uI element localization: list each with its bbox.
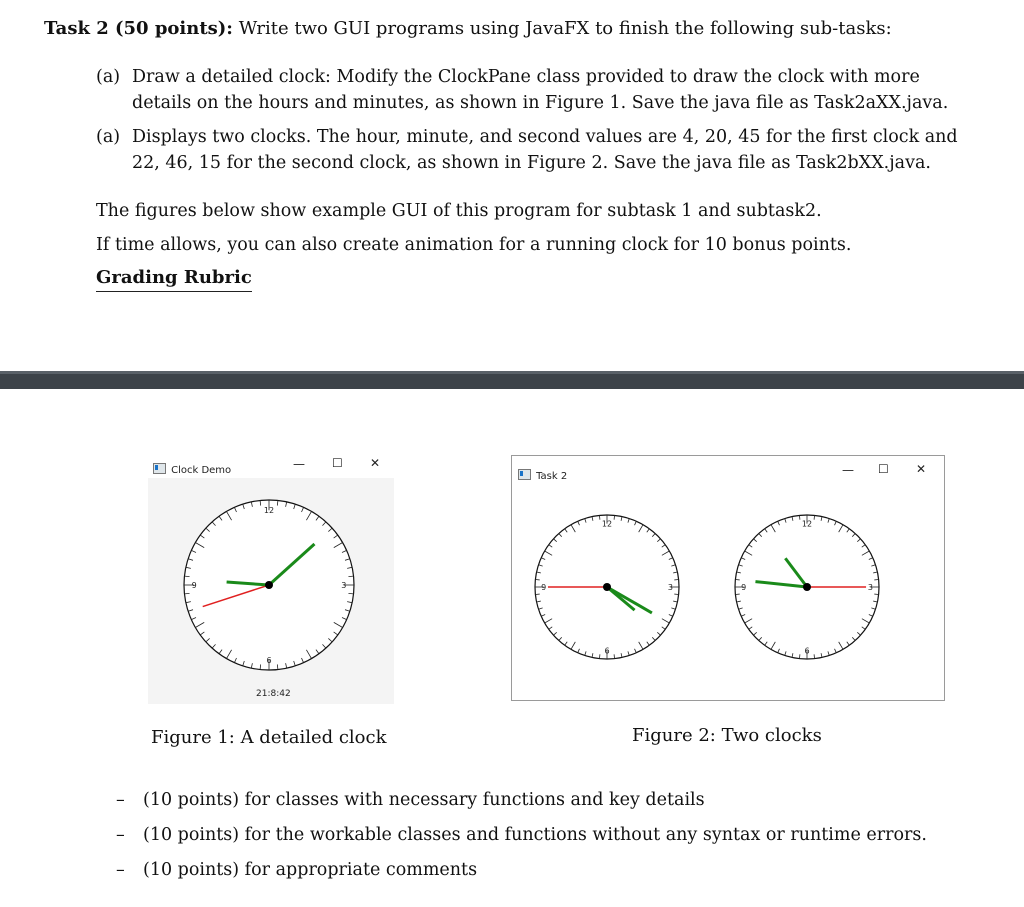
- clock-number: 6: [266, 655, 272, 665]
- clock-number: 12: [801, 519, 813, 529]
- clock-number: 9: [741, 583, 747, 592]
- figure1-clock: [148, 478, 394, 704]
- close-button[interactable]: ✕: [916, 462, 927, 476]
- rubric-item-2: (10 points) for the workable classes and functions without any syntax or runtime errors.: [143, 825, 927, 845]
- close-button[interactable]: ✕: [370, 456, 381, 470]
- item-1-line2: details on the hours and minutes, as shown in Figure 1. Save the java file as Task2aXX.java.: [132, 93, 949, 113]
- clock-number: 3: [867, 583, 873, 592]
- clock-number: 6: [804, 646, 810, 656]
- clock-number: 3: [667, 583, 673, 592]
- rubric-dash-3: –: [116, 860, 125, 880]
- figure1-titlebar: [153, 458, 231, 477]
- app-icon: [518, 469, 531, 480]
- task-heading: [44, 17, 892, 41]
- clock-number: 9: [191, 581, 197, 590]
- rubric-dash-2: –: [116, 825, 125, 845]
- clock-number: 6: [604, 646, 610, 656]
- center-pin: [265, 581, 273, 589]
- tick-mark: [348, 593, 353, 594]
- rubric-heading: Grading Rubric: [96, 267, 252, 292]
- tick-mark: [260, 500, 261, 505]
- tick-mark: [348, 576, 353, 577]
- rubric-item-3: (10 points) for appropriate comments: [143, 860, 478, 880]
- separator-band-edge: [0, 371, 1024, 374]
- rubric-dash-1: –: [116, 790, 125, 810]
- paragraph-bonus: If time allows, you can also create animation for a running clock for 10 bonus points.: [96, 235, 852, 255]
- maximize-button[interactable]: ☐: [332, 456, 343, 470]
- figure2-clock-1: [532, 512, 682, 662]
- tick-mark: [260, 664, 261, 669]
- tick-mark: [184, 593, 189, 594]
- clock-number: 12: [601, 519, 613, 529]
- task-heading-bold: Task 2 (50 points):: [44, 18, 233, 39]
- figure2-window-title: Task 2: [536, 471, 568, 482]
- minimize-button[interactable]: —: [293, 457, 305, 471]
- figure2-clock-2: [732, 512, 882, 662]
- figure2-titlebar: [518, 464, 567, 483]
- minimize-button[interactable]: —: [842, 463, 854, 477]
- center-pin: [803, 583, 811, 591]
- rubric-item-1: (10 points) for classes with necessary functions and key details: [143, 790, 705, 810]
- paragraph-figures: The figures below show example GUI of this program for subtask 1 and subtask2.: [96, 201, 822, 221]
- item-2-line1: Displays two clocks. The hour, minute, and second values are 4, 20, 45 for the first clock and: [132, 127, 958, 147]
- app-icon: [153, 463, 166, 474]
- tick-mark: [184, 576, 189, 577]
- center-pin: [603, 583, 611, 591]
- figure1-caption: Figure 1: A detailed clock: [151, 727, 387, 748]
- clock-number: 9: [541, 583, 547, 592]
- figure1-window: [148, 450, 394, 704]
- clock-number: 3: [341, 581, 347, 590]
- figure1-window-title: Clock Demo: [171, 465, 232, 476]
- maximize-button[interactable]: ☐: [878, 462, 889, 476]
- clock-number: 12: [263, 506, 275, 516]
- figure2-window: [511, 455, 945, 701]
- figure1-time-label: 21:8:42: [256, 689, 291, 699]
- tick-mark: [277, 500, 278, 505]
- tick-mark: [277, 664, 278, 669]
- item-2-label: (a): [96, 127, 121, 147]
- item-1-line1: Draw a detailed clock: Modify the ClockPane class provided to draw the clock with more: [132, 67, 920, 87]
- item-1-label: (a): [96, 67, 121, 87]
- item-2-line2: 22, 46, 15 for the second clock, as shown in Figure 2. Save the java file as Task2bXX.java.: [132, 153, 931, 173]
- figure2-caption: Figure 2: Two clocks: [632, 725, 822, 746]
- figure1-content: [148, 478, 394, 704]
- task-heading-text: Write two GUI programs using JavaFX to finish the following sub-tasks:: [232, 18, 892, 39]
